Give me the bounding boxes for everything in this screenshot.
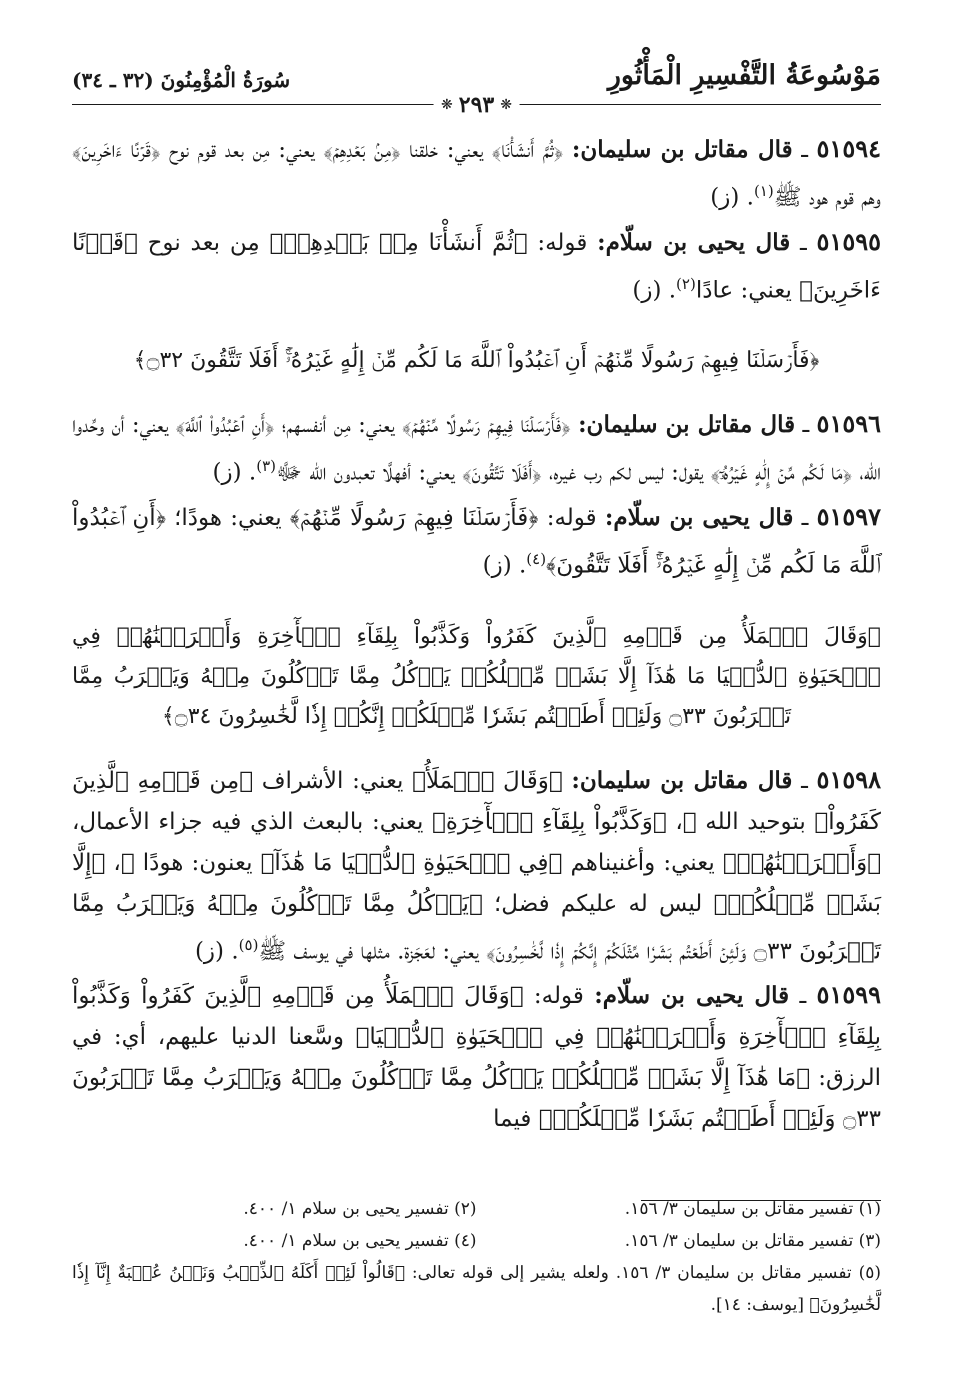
entry-number: ٥١٥٩٤ — [816, 134, 881, 163]
entry-speaker: قال يحيى بن سلّام: — [604, 503, 794, 531]
page-number: ٢٩٣ — [458, 92, 495, 118]
narration-entry: ٥١٥٩٤ ـ قال مقاتل بن سليمان: ﴿ثُمَّ أَنشَأْنَا﴾ يعني: خلقنا ﴿مِنۢ بَعۡدِهِمۡ﴾ يعني: مِن بعد قوم نوح ﴿قَرۡنًا ءَاخَرِينَ﴾ وهم قوم هود ﷺ$^{(١)}$. (ز) — [72, 134, 881, 211]
narration-entry: ٥١٥٩٦ ـ قال مقاتل بن سليمان: ﴿فَأَرۡسَلۡنَا فِيهِمۡ رَسُولًا مِّنۡهُمۡ﴾ يعني: مِن أنفسهم؛ ﴿أَنِ ٱعۡبُدُواْ ٱللَّهَ﴾ يعني: أن وحِّدوا الله، ﴿مَا لَكُم مِّنۡ إِلَٰهٍ غَيۡرُهُۥٓ﴾ يقول: ليس لكم رب غيره، ﴿أَفَلَا تَتَّقُونَ﴾ يعني: أفهلَّا تعبدون الله ﷻ$^{(٣)}$. (ز) — [72, 409, 881, 486]
entry-number: ٥١٥٩٥ — [816, 226, 881, 256]
entry-speaker: قال مقاتل بن سليمان: — [578, 411, 796, 439]
footnote-ref: (٣) — [256, 457, 276, 476]
narration-entry: ٥١٥٩٥ ـ قال يحيى بن سلّام: قوله: ﴿ثُمَّ أَنشَأْنَا مِنۢ بَعۡدِهِمۡ﴾ مِن بعد نوح ﴿قَرۡنًا ءَاخَرِينَ﴾ يعني: عادًا$^{(٢)}$. (ز) — [72, 226, 881, 304]
entry-tail: . (ز) — [482, 552, 527, 579]
entry-number: ٥١٥٩٩ — [816, 980, 881, 1010]
footnotes — [72, 1193, 881, 1321]
entry-text: قوله: ﴿ثُمَّ أَنشَأْنَا مِنۢ بَعۡدِهِمۡ﴾ مِن بعد نوح ﴿قَرۡنًا ءَاخَرِينَ﴾ يعني: عادًا — [72, 229, 881, 304]
entry-number: ٥١٥٩٨ — [816, 764, 881, 794]
entry-speaker: قال يحيى بن سلّام: — [594, 982, 790, 1010]
page-number-box — [433, 92, 520, 118]
entry-speaker: قال مقاتل بن سليمان: — [571, 136, 793, 163]
entry-tail: . (ز) — [194, 938, 239, 965]
footnote: (٣) تفسير مقاتل بن سليمان ٣/ ١٥٦. — [624, 1231, 881, 1251]
quran-verse: ﴿وَقَالَ ٱلۡمَلَأُ مِن قَوۡمِهِ ٱلَّذِينَ كَفَرُواْ وَكَذَّبُواْ بِلِقَآءِ ٱلۡأٓخِرَةِ وَأَتۡرَفۡنَٰهُمۡ فِي ٱلۡحَيَوٰةِ ٱلدُّنۡيَا مَا هَٰذَآ إِلَّا بَشَرٞ مِّثۡلُكُمۡ يَأۡكُلُ مِمَّا تَأۡكُلُونَ مِنۡهُ وَيَشۡرَبُ مِمَّا تَشۡرَبُونَ ۝٣٣ وَلَئِنۡ أَطَعۡتُم بَشَرٗا مِّثۡلَكُمۡ إِنَّكُمۡ إِذٗا لَّخَٰسِرُونَ ۝٣٤﴾ — [72, 623, 881, 729]
entry-tail: . (ز) — [212, 459, 257, 486]
entry-text: ﴿ثُمَّ أَنشَأْنَا﴾ يعني: خلقنا ﴿مِنۢ بَعۡدِهِمۡ﴾ يعني: مِن بعد قوم نوح ﴿قَرۡنًا ءَاخَرِينَ﴾ وهم قوم هود ﷺ — [72, 137, 881, 211]
narration-entry: ٥١٥٩٩ ـ قال يحيى بن سلّام: قوله: ﴿وَقَالَ ٱلۡمَلَأُ مِن قَوۡمِهِ ٱلَّذِينَ كَفَرُواْ وَكَذَّبُواْ بِلِقَآءِ ٱلۡأٓخِرَةِ وَأَتۡرَفۡنَٰهُمۡ فِي ٱلۡحَيَوٰةِ ٱلدُّنۡيَا﴾ وسَّعنا الدنيا عليهم، أي: في الرزق: ﴿مَا هَٰذَآ إِلَّا بَشَرٞ مِّثۡلُكُمۡ يَأۡكُلُ مِمَّا تَأۡكُلُونَ مِنۡهُ وَيَشۡرَبُ مِمَّا تَشۡرَبُونَ ۝٣٣ وَلَئِنۡ أَطَعۡتُم بَشَرٗا مِّثۡلَكُمۡ﴾ فيما — [72, 980, 881, 1133]
narration-entry: ٥١٥٩٧ ـ قال يحيى بن سلّام: قوله: ﴿فَأَرۡسَلۡنَا فِيهِمۡ رَسُولًا مِّنۡهُمۡ﴾ يعني: هودًا؛ ﴿أَنِ ٱعۡبُدُواْ ٱللَّهَ مَا لَكُم مِّنۡ إِلَٰهٍ غَيۡرُهُۥٓۚ أَفَلَا تَتَّقُونَ﴾$^{(٤)}$. (ز) — [72, 501, 882, 579]
entry-text: قوله: ﴿فَأَرۡسَلۡنَا فِيهِمۡ رَسُولًا مِّنۡهُمۡ﴾ يعني: هودًا؛ ﴿أَنِ ٱعۡبُدُواْ ٱللَّهَ مَا لَكُم مِّنۡ إِلَٰهٍ غَيۡرُهُۥٓۚ أَفَلَا تَتَّقُونَ﴾ — [72, 504, 881, 579]
footnote-ref: (١) — [753, 182, 774, 200]
entry-speaker: قال يحيى بن سلّام: — [597, 228, 791, 256]
entry-number: ٥١٥٩٧ — [816, 501, 882, 531]
entry-speaker: قال مقاتل بن سليمان: — [571, 766, 793, 794]
entry-text: ﴿وَقَالَ ٱلۡمَلَأُ﴾ يعني: الأشراف ﴿مِن قَوۡمِهِ ٱلَّذِينَ كَفَرُواْ﴾ بتوحيد الله ﷻ، ﴿وَكَذَّبُواْ بِلِقَآءِ ٱلۡأٓخِرَةِ﴾ يعني: بالبعث الذي فيه جزاء الأعمال، ﴿وَأَتۡرَفۡنَٰهُمۡ﴾ يعني: وأغنيناهم ﴿فِي ٱلۡحَيَوٰةِ ٱلدُّنۡيَا مَا هَٰذَآ﴾ يعنون: هودًا ﷺ، ﴿إِلَّا بَشَرٞ مِّثۡلُكُمۡ﴾ ليس له عليكم فضل؛ ﴿يَأۡكُلُ مِمَّا تَأۡكُلُونَ مِنۡهُ وَيَشۡرَبُ مِمَّا تَشۡرَبُونَ ۝٣٣ وَلَئِنۡ أَطَعۡتُم بَشَرٗا مِّثۡلَكُمۡ إِنَّكُمۡ إِذٗا لَّخَٰسِرُونَ﴾ يعني: لعَجَزة. مثلها في يوسف ﷺ — [72, 767, 881, 965]
surah-reference: سُورَةُ الْمُؤْمِنُونَ (٣٢ ـ ٣٤) — [72, 68, 291, 92]
footnote: (٢) تفسير يحيى بن سلام ١/ ٤٠٠. — [243, 1199, 477, 1219]
footnote-ref: (٤) — [526, 549, 547, 568]
entry-text: ﴿فَأَرۡسَلۡنَا فِيهِمۡ رَسُولًا مِّنۡهُمۡ﴾ يعني: مِن أنفسهم؛ ﴿أَنِ ٱعۡبُدُواْ ٱللَّهَ﴾ يعني: أن وحِّدوا الله، ﴿مَا لَكُم مِّنۡ إِلَٰهٍ غَيۡرُهُۥٓ﴾ يقول: ليس لكم رب غيره، ﴿أَفَلَا تَتَّقُونَ﴾ يعني: أفهلَّا تعبدون الله ﷻ — [72, 412, 881, 486]
footnote: (١) تفسير مقاتل بن سليمان ٣/ ١٥٦. — [624, 1199, 881, 1219]
page-content — [72, 128, 881, 1140]
entry-number: ٥١٥٩٦ — [816, 409, 881, 439]
ornament-icon: ❋ — [500, 97, 512, 113]
footnote: (٤) تفسير يحيى بن سلام ١/ ٤٠٠. — [243, 1231, 477, 1251]
page-header — [72, 60, 881, 118]
entry-text: قوله: ﴿وَقَالَ ٱلۡمَلَأُ مِن قَوۡمِهِ ٱلَّذِينَ كَفَرُواْ وَكَذَّبُواْ بِلِقَآءِ ٱلۡأٓخِرَةِ وَأَتۡرَفۡنَٰهُمۡ فِي ٱلۡحَيَوٰةِ ٱلدُّنۡيَا﴾ وسَّعنا الدنيا عليهم، أي: في الرزق: ﴿مَا هَٰذَآ إِلَّا بَشَرٞ مِّثۡلُكُمۡ يَأۡكُلُ مِمَّا تَأۡكُلُونَ مِنۡهُ وَيَشۡرَبُ مِمَّا تَشۡرَبُونَ ۝٣٣ وَلَئِنۡ أَطَعۡتُم بَشَرٗا مِّثۡلَكُمۡ﴾ فيما — [72, 983, 881, 1133]
ornament-icon: ❋ — [441, 97, 453, 113]
footnote-ref: (٥) — [238, 935, 259, 954]
book-title: مَوْسُوعَةُ التَّفْسِيرِ الْمَأْثُورِ — [607, 60, 881, 91]
book-page — [72, 60, 881, 1343]
entry-tail: . (ز) — [710, 184, 754, 211]
entry-tail: . (ز) — [632, 277, 677, 304]
quran-verse: ﴿فَأَرۡسَلۡنَا فِيهِمۡ رَسُولًا مِّنۡهُمۡ أَنِ ٱعۡبُدُواْ ٱللَّهَ مَا لَكُم مِّنۡ إِلَٰهٍ غَيۡرُهُۥٓۚ أَفَلَا تَتَّقُونَ ۝٣٢﴾ — [133, 348, 820, 374]
footnote: (٥) تفسير مقاتل بن سليمان ٣/ ١٥٦. ولعله يشير إلى قوله تعالى: ﴿قَالُواْ لَئِنۡ أَكَلَهُ ٱلذِّئۡبُ وَنَحۡنُ عُصۡبَةٌ إِنَّآ إِذٗا لَّخَٰسِرُونَ﴾ [يوسف: ١٤]. — [72, 1263, 881, 1315]
footnote-ref: (٢) — [676, 274, 696, 293]
narration-entry: ٥١٥٩٨ ـ قال مقاتل بن سليمان: ﴿وَقَالَ ٱلۡمَلَأُ﴾ يعني: الأشراف ﴿مِن قَوۡمِهِ ٱلَّذِينَ كَفَرُواْ﴾ بتوحيد الله ﷻ، ﴿وَكَذَّبُواْ بِلِقَآءِ ٱلۡأٓخِرَةِ﴾ يعني: بالبعث الذي فيه جزاء الأعمال، ﴿وَأَتۡرَفۡنَٰهُمۡ﴾ يعني: وأغنيناهم ﴿فِي ٱلۡحَيَوٰةِ ٱلدُّنۡيَا مَا هَٰذَآ﴾ يعنون: هودًا ﷺ، ﴿إِلَّا بَشَرٞ مِّثۡلُكُمۡ﴾ ليس له عليكم فضل؛ ﴿يَأۡكُلُ مِمَّا تَأۡكُلُونَ مِنۡهُ وَيَشۡرَبُ مِمَّا تَشۡرَبُونَ ۝٣٣ وَلَئِنۡ أَطَعۡتُم بَشَرٗا مِّثۡلَكُمۡ إِنَّكُمۡ إِذٗا لَّخَٰسِرُونَ﴾ يعني: لعَجَزة. مثلها في يوسف ﷺ$^{(٥)}$. (ز) — [72, 764, 881, 965]
